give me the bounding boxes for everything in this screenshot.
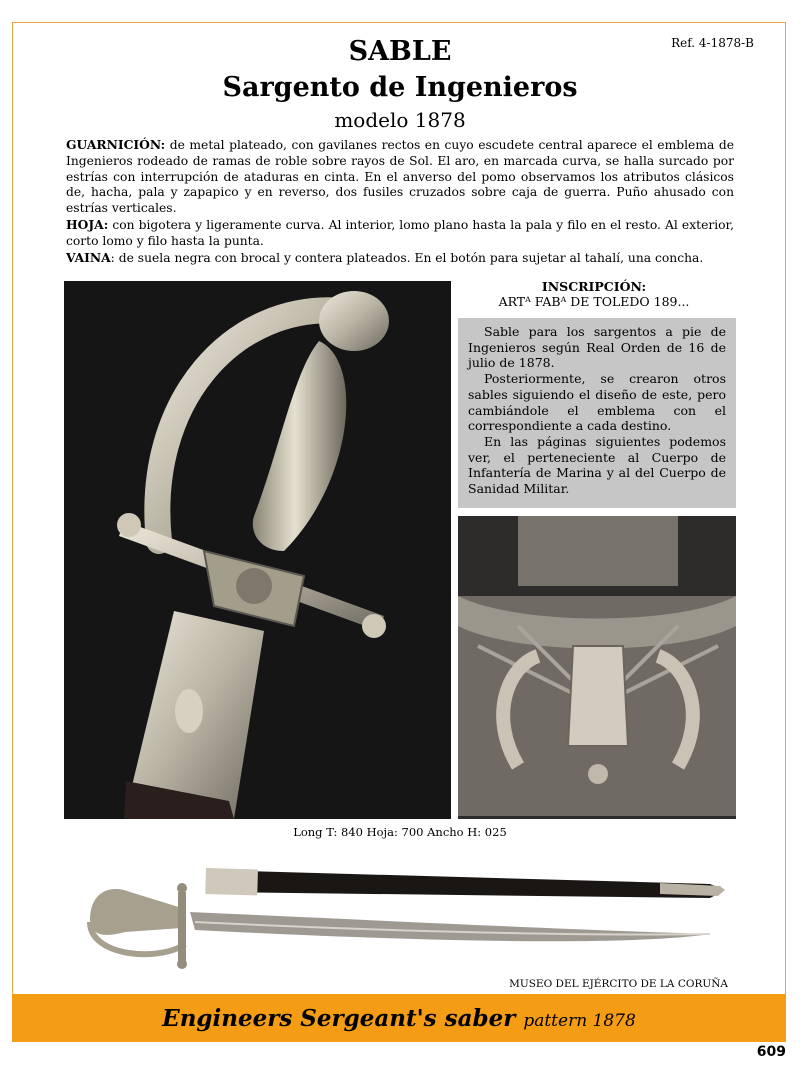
banner-text bbox=[12, 1005, 786, 1032]
hilt-illustration bbox=[64, 281, 451, 819]
vaina-text: : de suela negra con brocal y contera plateados. En el botón para sujetar al tahalí, una concha. bbox=[110, 250, 704, 265]
vaina-paragraph bbox=[66, 250, 734, 267]
guarnicion-label: GUARNICIÓN: bbox=[66, 137, 166, 152]
page-number: 609 bbox=[756, 1044, 786, 1060]
saber-illustration bbox=[70, 862, 730, 974]
page-subtitle: Sargento de Ingenieros bbox=[222, 72, 578, 103]
museum-credit: MUSEO DEL EJÉRCITO DE LA CORUÑA bbox=[509, 978, 728, 990]
emblem-detail-photo bbox=[458, 516, 736, 819]
note-paragraph: Sable para los sargentos a pie de Ingenieros según Real Orden de 16 de julio de 1878. bbox=[468, 324, 726, 371]
hilt-photo bbox=[64, 281, 451, 819]
full-saber-photo bbox=[70, 862, 730, 974]
dimensions-line: Long T: 840 Hoja: 700 Ancho H: 025 bbox=[293, 825, 507, 839]
note-paragraph: En las páginas siguientes podemos ver, el perteneciente al Cuerpo de Infantería de Marina y al del Cuerpo de Sanidad Militar. bbox=[468, 433, 726, 497]
banner-subtitle: pattern 1878 bbox=[523, 1011, 636, 1031]
vaina-label: VAINA bbox=[66, 249, 111, 265]
hoja-label: HOJA: bbox=[66, 216, 109, 232]
description-block bbox=[66, 137, 734, 266]
banner-title: Engineers Sergeant's saber bbox=[162, 1005, 516, 1032]
model-year: modelo 1878 bbox=[334, 108, 466, 132]
note-paragraph: Posteriormente, se crearon otros sables siguiendo el diseño de este, pero cambiándole el emblema con el correspondiente a cada destino. bbox=[468, 371, 726, 434]
english-title-banner bbox=[12, 994, 786, 1042]
emblem-illustration bbox=[458, 516, 736, 819]
hoja-paragraph bbox=[66, 217, 734, 250]
guarnicion-paragraph bbox=[66, 137, 734, 217]
guarnicion-text: de metal plateado, con gavilanes rectos en cuyo escudete central aparece el emblema de Ingenieros rodeado de ramas de roble sobre rayos de Sol. El aro, en marcada curva, se halla surcado por estrías con interrupción de ataduras en cinta. En el anverso del pomo observamos los atributos clásicos de, hacha, pala y zapapico y en reverso, dos fusiles cruzados sobre caja de guerra. Puño ahusado con estrías verticales. bbox=[66, 138, 734, 216]
inscription-text: ARTᴬ FABᴬ DE TOLEDO 189... bbox=[498, 294, 690, 309]
inscription-heading: INSCRIPCIÓN: bbox=[541, 279, 647, 294]
history-note bbox=[458, 318, 736, 508]
reference-number: Ref. 4-1878-B bbox=[671, 36, 754, 50]
hoja-text: con bigotera y ligeramente curva. Al interior, lomo plano hasta la pala y filo en el resto. Al exterior, corto lomo y filo hasta la punta. bbox=[66, 217, 734, 248]
page-title: SABLE bbox=[348, 36, 452, 67]
